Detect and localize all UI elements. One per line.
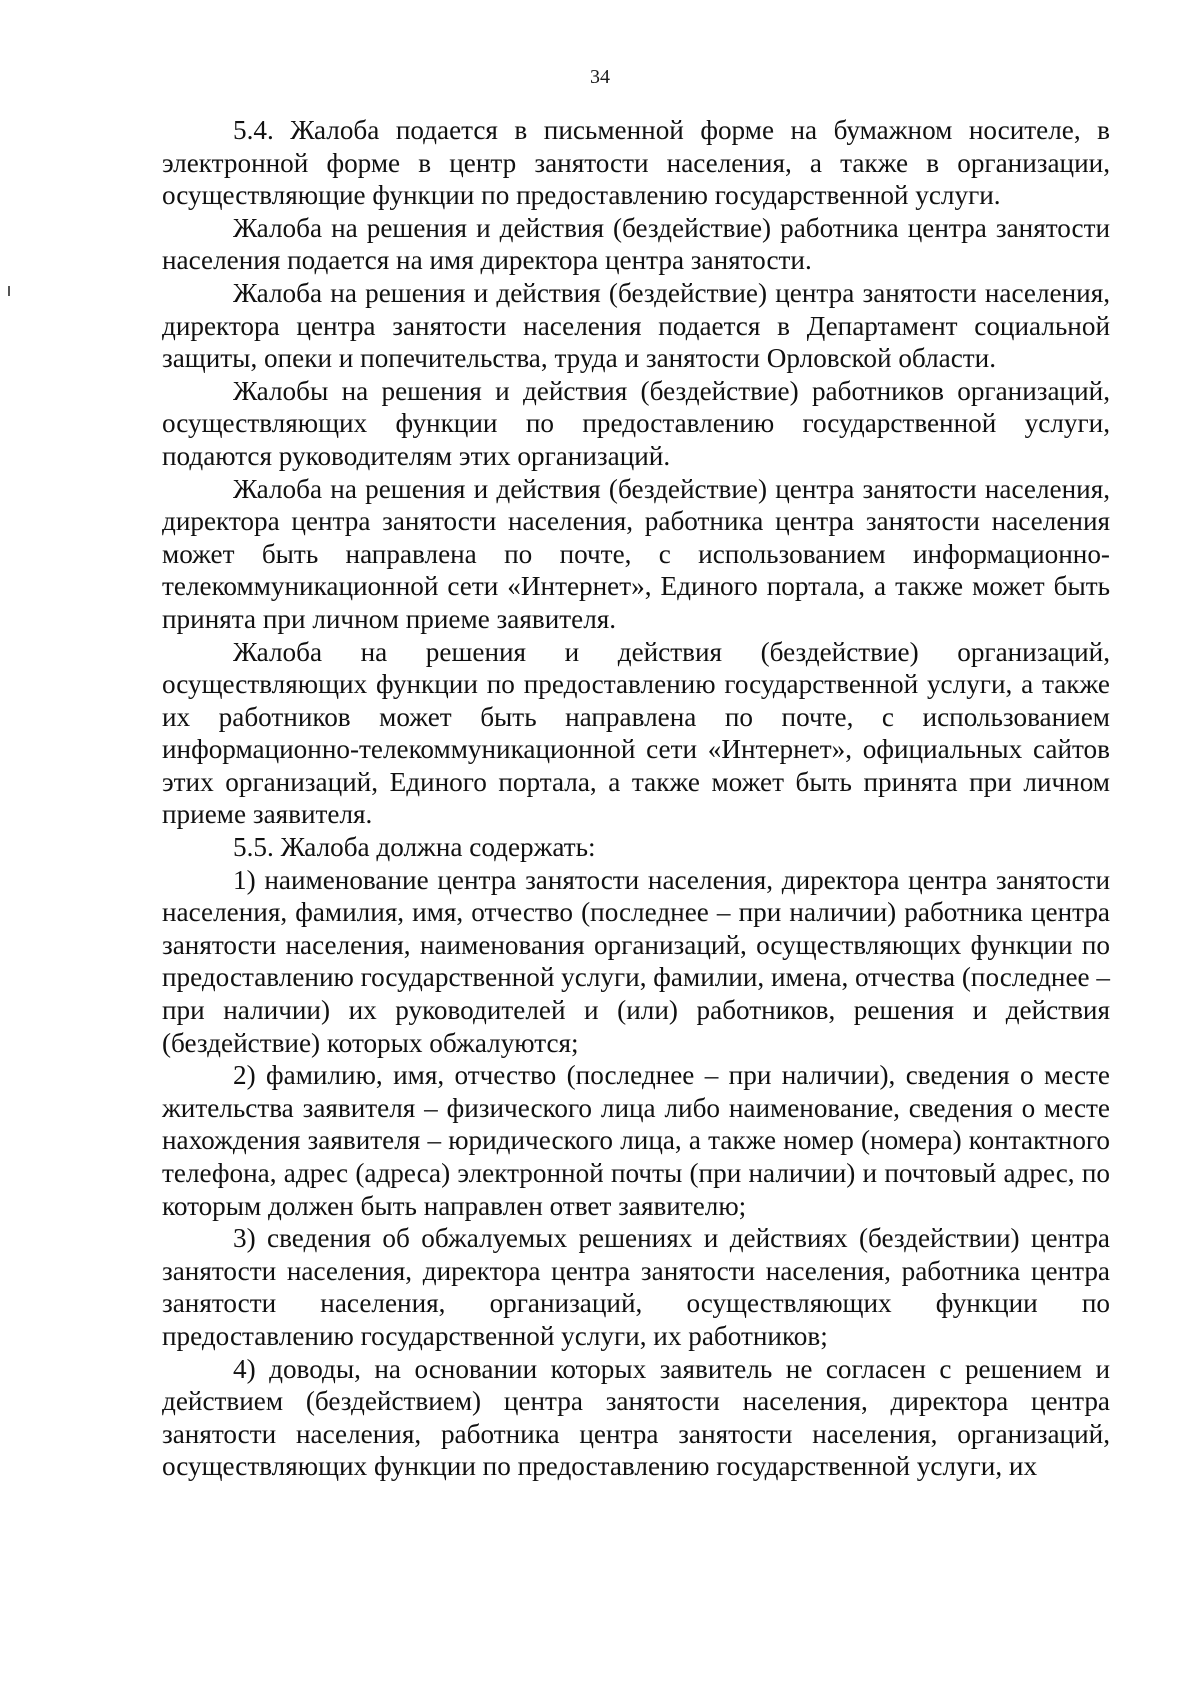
paragraph-complaint-employee: Жалоба на решения и действия (бездействие) работника центра занятости населения подается на имя директора центра занятости. [162,212,1110,276]
document-body [162,114,1110,1483]
paragraph-complaint-center: Жалоба на решения и действия (бездействие) центра занятости населения, директора центра занятости населения подается в Департамент социальной защиты, опеки и попечительства, труда и занятости Орловской области. [162,277,1110,374]
paragraph-complaints-organizations: Жалобы на решения и действия (бездействие) работников организаций, осуществляющих функции по предоставлению государственной услуги, подаются руководителям этих организаций. [162,375,1110,471]
paragraph-5-4: 5.4. Жалоба подается в письменной форме на бумажном носителе, в электронной форме в центр занятости населения, а также в организации, осуществляющие функции по предоставлению государственной услуги. [162,115,1110,211]
list-item-4: 4) доводы, на основании которых заявитель не согласен с решением и действием (бездействием) центра занятости населения, директора центра занятости населения, работника центра занятости населения, организаций, осуществляющих функции по предоставлению государственной услуги, их [162,1353,1110,1482]
list-item-1: 1) наименование центра занятости населения, директора центра занятости населения, фамилия, имя, отчество (последнее – при наличии) работника центра занятости населения, наименования организаций, осуществляющих функции по предоставлению государственной услуги, фамилии, имена, отчества (последнее – при наличии) их руководителей и (или) работников, решения и действия (бездействие) которых обжалуются; [162,864,1110,1058]
list-item-3: 3) сведения об обжалуемых решениях и действиях (бездействии) центра занятости населения, директора центра занятости населения, работника центра занятости населения, организаций, осуществляющих функции по предоставлению государственной услуги, их работников; [162,1223,1110,1351]
paragraph-complaint-submission-center: Жалоба на решения и действия (бездействие) центра занятости населения, директора центра занятости населения, работника центра занятости населения может быть направлена по почте, с использованием информационно-телекоммуникационной сети «Интернет», Единого портала, а также может быть принята при личном приеме заявителя. [162,473,1110,634]
list-item-2: 2) фамилию, имя, отчество (последнее – при наличии), сведения о месте жительства заявителя – физического лица либо наименование, сведения о месте нахождения заявителя – юридического лица, а также номер (номера) контактного телефона, адрес (адреса) электронной почты (при наличии) и почтовый адрес, по которым должен быть направлен ответ заявителю; [162,1060,1110,1221]
scan-artifact-mark [8,286,10,296]
page-number: 34 [590,66,610,88]
paragraph-5-5: 5.5. Жалоба должна содержать: [233,832,596,863]
paragraph-complaint-submission-organizations: Жалоба на решения и действия (бездействие) организаций, осуществляющих функции по предоставлению государственной услуги, а также их работников может быть направлена по почте, с использованием информационно-телекоммуникационной сети «Интернет», официальных сайтов этих организаций, Единого портала, а также может быть принята при личном приеме заявителя. [162,636,1110,830]
